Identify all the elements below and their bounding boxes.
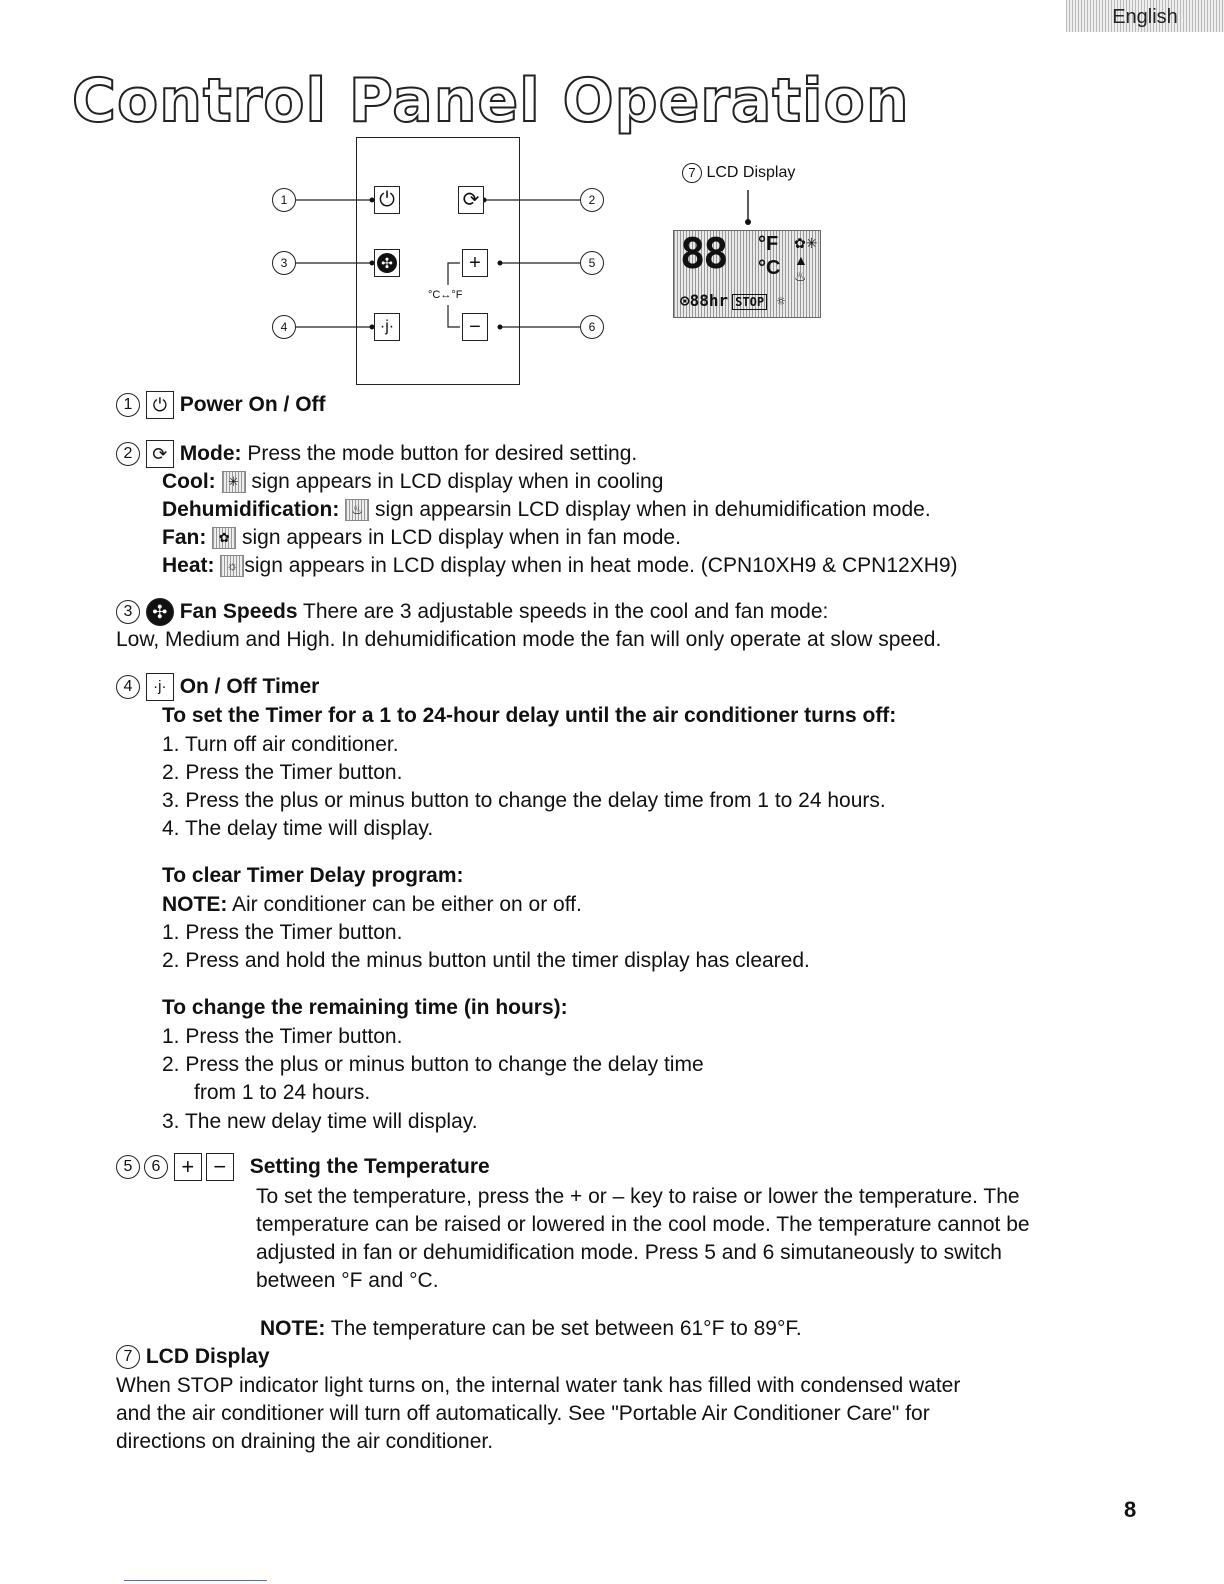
timer-subheading-clear: To clear Timer Delay program:: [162, 864, 464, 887]
page-title: Control Panel Operation: [72, 66, 910, 136]
callout-4: 4: [272, 315, 296, 339]
callout-6: 6: [580, 315, 604, 339]
item-timer: [116, 673, 319, 701]
footer-rule: [124, 1580, 267, 1581]
item-number: 7: [116, 1345, 140, 1369]
callout-1: 1: [272, 188, 296, 212]
item-title: Setting the Temperature: [249, 1155, 490, 1178]
clock-icon: ⊙: [680, 291, 690, 310]
lcd-text-line: When STOP indicator light turns on, the internal water tank has filled with condensed water: [116, 1374, 961, 1397]
mode-cycle-icon: ⟳: [462, 189, 480, 211]
dehum-icon: ♨: [794, 268, 807, 284]
timer-step: 1. Press the Timer button.: [162, 1025, 403, 1048]
dehum-label: Dehumidification:: [162, 498, 340, 521]
fan-speeds-line-2: Low, Medium and High. In dehumidification mode the fan will only operate at slow speed.: [116, 628, 942, 651]
timer-step: 2. Press the Timer button.: [162, 761, 403, 784]
item-number: 5: [116, 1155, 140, 1179]
tank-icon: ▲: [794, 252, 808, 268]
note-label: NOTE:: [260, 1317, 326, 1340]
temperature-note: [260, 1315, 802, 1343]
timer-step: 1. Press the Timer button.: [162, 921, 403, 944]
mode-dehum-line: [162, 496, 931, 524]
mode-heat-line: [162, 552, 958, 580]
page-number: 8: [1124, 1497, 1137, 1522]
timer-step: 2. Press and hold the minus button until the timer display has cleared.: [162, 949, 810, 972]
lcd-digits: 88: [680, 229, 727, 278]
note-text: Air conditioner can be either on or off.: [227, 893, 582, 916]
fan-icon: ✣: [377, 253, 397, 273]
lcd-display: [673, 230, 821, 318]
timer-step: 2. Press the plus or minus button to change the delay time: [162, 1053, 704, 1076]
item-number: 6: [144, 1155, 168, 1179]
minus-icon: −: [206, 1153, 234, 1181]
heat-text: sign appears in LCD display when in heat mode. (CPN10XH9 & CPN12XH9): [244, 554, 958, 577]
mode-cool-line: [162, 468, 663, 496]
language-tab: English: [1066, 0, 1224, 32]
note-text: The temperature can be set between 61°F to 89°F.: [325, 1317, 802, 1340]
callout-7: 7: [682, 163, 702, 183]
mode-fan-line: [162, 524, 681, 552]
item-title: Fan Speeds: [179, 600, 298, 623]
item-title: LCD Display: [145, 1345, 270, 1368]
plus-button[interactable]: [462, 249, 488, 277]
lcd-label-text: LCD Display: [706, 164, 796, 182]
item-mode: [116, 440, 637, 468]
timer-step: 3. The new delay time will display.: [162, 1110, 478, 1133]
callout-3: 3: [272, 251, 296, 275]
power-icon: ⏻: [379, 189, 395, 211]
timer-note: [162, 891, 582, 919]
item-fan-speeds: [116, 598, 828, 626]
item-text: Press the mode button for desired setting.: [241, 442, 638, 465]
unit-toggle-label: °C↔°F: [428, 289, 463, 301]
dehum-text: sign appearsin LCD display when in dehumidification mode.: [369, 498, 931, 521]
diagram-lines: [0, 0, 1224, 400]
note-label: NOTE:: [162, 893, 228, 916]
lcd-text-line: and the air conditioner will turn off automatically. See "Portable Air Conditioner Care" for: [116, 1402, 930, 1425]
fan-icon: ✿: [212, 527, 236, 549]
timer-icon: ·j·: [146, 673, 174, 701]
lcd-unit-f: °F: [758, 233, 779, 255]
heat-label: Heat:: [162, 554, 215, 577]
heat-icon: ☼: [220, 555, 244, 577]
timer-subheading-change: To change the remaining time (in hours):: [162, 996, 568, 1019]
callout-2: 2: [580, 188, 604, 212]
cool-label: Cool:: [162, 470, 216, 493]
timer-button[interactable]: [374, 313, 400, 341]
cool-icon: ✳: [805, 235, 818, 251]
dehum-icon: ♨: [345, 499, 369, 521]
lcd-display-label: [682, 163, 795, 183]
cool-icon: ✳: [222, 471, 246, 493]
mode-button[interactable]: [458, 186, 484, 214]
timer-subheading-set: To set the Timer for a 1 to 24-hour delay until the air conditioner turns off:: [162, 704, 897, 727]
lcd-mode-icons: [794, 235, 820, 285]
item-number: 4: [116, 675, 140, 699]
minus-button[interactable]: [462, 313, 488, 341]
mode-cycle-icon: ⟳: [146, 440, 174, 468]
item-title: Mode:: [179, 442, 242, 465]
timer-step: 4. The delay time will display.: [162, 817, 434, 840]
item-lcd-display: [116, 1343, 270, 1371]
item-text: There are 3 adjustable speeds in the cool and fan mode:: [297, 600, 829, 623]
power-icon: ⏻: [146, 391, 174, 419]
plus-icon: +: [469, 252, 481, 274]
fan-speed-button[interactable]: [374, 249, 400, 277]
fan-icon: ✣: [146, 598, 174, 626]
item-temperature: [116, 1153, 490, 1181]
item-title: On / Off Timer: [179, 675, 320, 698]
timer-step-continued: from 1 to 24 hours.: [194, 1081, 371, 1104]
lcd-timer-row: [680, 291, 785, 310]
item-number: 1: [116, 393, 140, 417]
lcd-stop-indicator: STOP: [732, 294, 767, 310]
lcd-text-line: directions on draining the air conditioner.: [116, 1430, 494, 1453]
minus-icon: −: [469, 316, 481, 338]
lcd-timer: 88hr: [689, 291, 729, 310]
cool-text: sign appears in LCD display when in cooling: [245, 470, 664, 493]
temperature-text-line: adjusted in fan or dehumidification mode. Press 5 and 6 simutaneously to switch: [256, 1241, 1002, 1264]
item-number: 2: [116, 442, 140, 466]
fan-text: sign appears in LCD display when in fan mode.: [236, 526, 681, 549]
lcd-unit-c: °C: [758, 257, 781, 279]
timer-step: 1. Turn off air conditioner.: [162, 733, 399, 756]
power-button[interactable]: [374, 186, 400, 214]
heat-icon: ☼: [776, 294, 786, 310]
item-title: Power On / Off: [179, 393, 326, 416]
item-power: [116, 391, 326, 419]
temperature-text-line: To set the temperature, press the + or – key to raise or lower the temperature. The: [256, 1185, 1020, 1208]
callout-5: 5: [580, 251, 604, 275]
timer-step: 3. Press the plus or minus button to change the delay time from 1 to 24 hours.: [162, 789, 886, 812]
temperature-text-line: temperature can be raised or lowered in the cool mode. The temperature cannot be: [256, 1213, 1030, 1236]
fan-label: Fan:: [162, 526, 207, 549]
timer-icon: ·j·: [379, 318, 395, 335]
temperature-text-line: between °F and °C.: [256, 1269, 439, 1292]
item-number: 3: [116, 600, 140, 624]
fan-icon: ✿: [794, 235, 806, 251]
plus-icon: +: [174, 1153, 202, 1181]
